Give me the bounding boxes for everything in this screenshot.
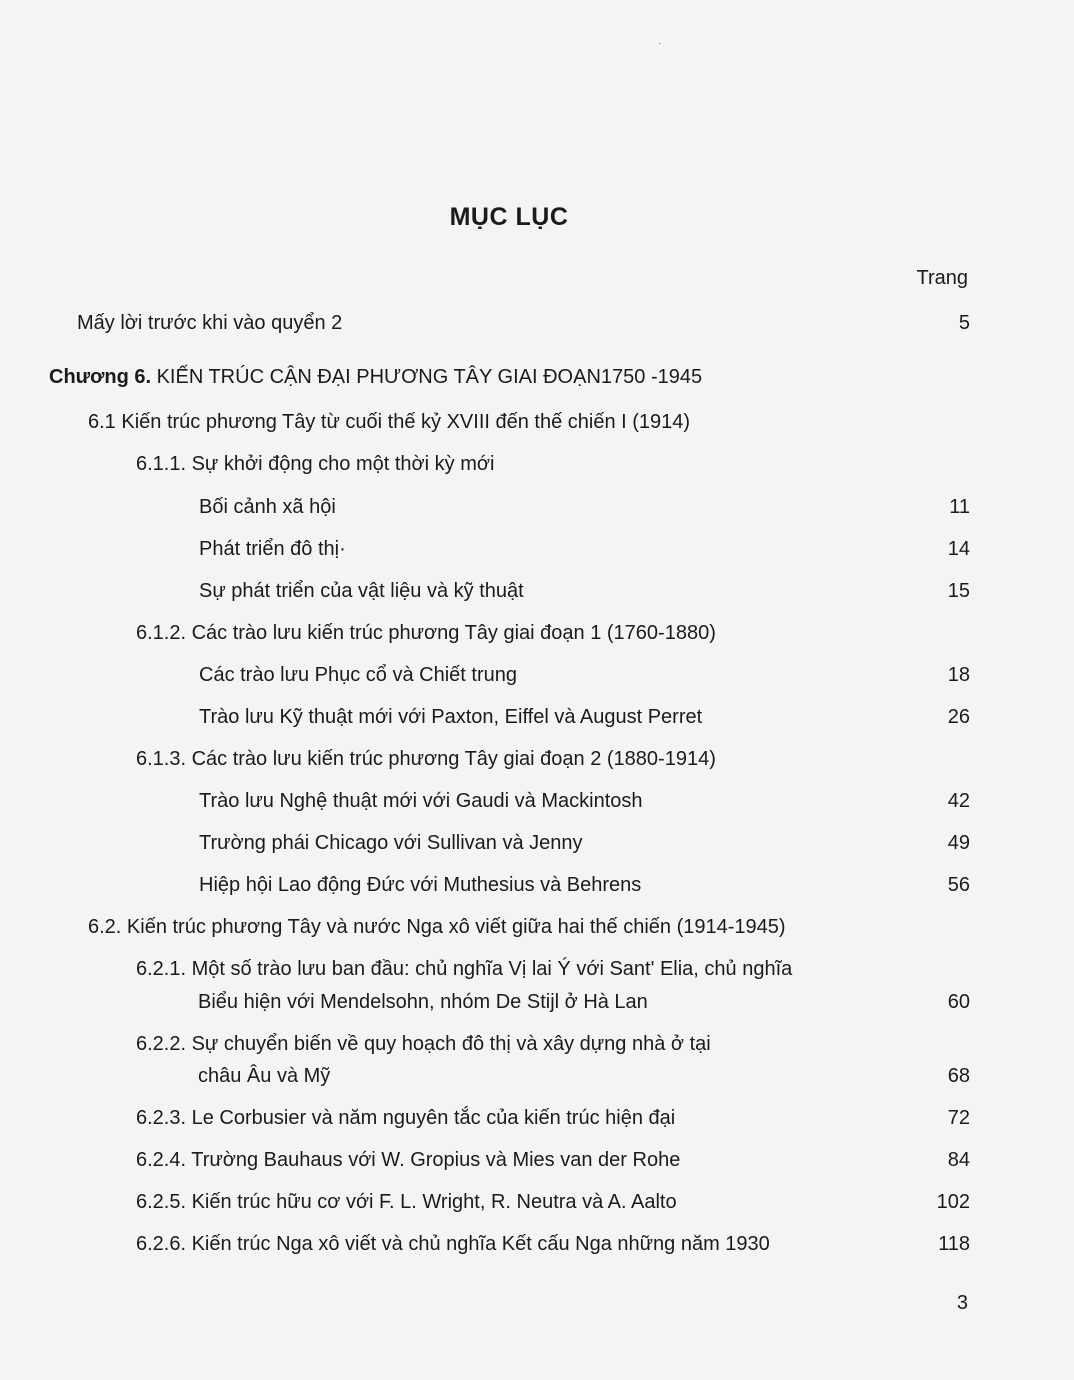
toc-entry-continuation: châu Âu và Mỹ [198,1065,331,1087]
toc-entry: Trường phái Chicago với Sullivan và Jenny [199,832,583,854]
toc-entry-page: 72 [947,1107,970,1129]
toc-entry-page: 84 [947,1149,970,1171]
toc-entry-page: 15 [947,580,970,602]
toc-entry-page: 18 [947,664,970,686]
subsection-6-1-1-title: 6.1.1. Sự khởi động cho một thời kỳ mới [136,453,495,475]
subsection-6-1-3-title: 6.1.3. Các trào lưu kiến trúc phương Tây giai đoạn 2 (1880-1914) [136,748,716,770]
toc-entry-page: 68 [947,1065,970,1087]
toc-entry: Trào lưu Nghệ thuật mới với Gaudi và Mackintosh [199,790,643,812]
section-6-1-title: 6.1 Kiến trúc phương Tây từ cuối thế kỷ XVIII đến thế chiến I (1914) [88,411,691,433]
toc-entry-page: 11 [949,496,970,518]
toc-entry-page: 14 [947,538,970,560]
toc-entry-continuation: Biểu hiện với Mendelsohn, nhóm De Stijl ở Hà Lan [198,991,648,1013]
toc-entry: Trào lưu Kỹ thuật mới với Paxton, Eiffel và August Perret [199,706,703,728]
toc-entry: 6.2.5. Kiến trúc hữu cơ với F. L. Wright, R. Neutra và A. Aalto [136,1191,677,1213]
chapter-label: Chương 6. [49,366,152,388]
subsection-6-1-2-title: 6.1.2. Các trào lưu kiến trúc phương Tây giai đoạn 1 (1760-1880) [136,622,716,644]
toc-entry-page: 42 [947,790,970,812]
toc-entry: Sự phát triển của vật liệu và kỹ thuật [199,580,524,602]
page-title: MỤC LỤC [449,203,569,231]
section-6-2-title: 6.2. Kiến trúc phương Tây và nước Nga xô viết giữa hai thế chiến (1914-1945) [88,916,786,938]
page-column-header: Trang [916,267,968,289]
toc-entry: Phát triển đô thị· [199,538,346,560]
toc-entry: 6.2.6. Kiến trúc Nga xô viết và chủ nghĩa Kết cấu Nga những năm 1930 [136,1233,770,1255]
toc-entry: Các trào lưu Phục cổ và Chiết trung [199,664,517,686]
page-number: 3 [956,1292,968,1314]
toc-entry-page: 26 [947,706,970,728]
toc-entry-page: 60 [947,991,970,1013]
chapter-title: KIẾN TRÚC CẬN ĐẠI PHƯƠNG TÂY GIAI ĐOẠN1750 -1945 [156,366,703,388]
preface-page: 5 [958,312,970,334]
toc-entry-page: 49 [947,832,970,854]
paper-speck: · [658,38,662,49]
toc-entry: 6.2.3. Le Corbusier và năm nguyên tắc của kiến trúc hiện đại [136,1107,676,1129]
chapter-heading [49,365,702,389]
toc-entry-page: 102 [936,1191,970,1213]
toc-entry-page: 56 [947,874,970,896]
toc-entry: Bối cảnh xã hội [199,496,336,518]
toc-entry: 6.2.1. Một số trào lưu ban đầu: chủ nghĩa Vị lai Ý với Sant' Elia, chủ nghĩa [136,958,793,980]
toc-entry-page: 118 [938,1233,970,1255]
toc-entry: 6.2.4. Trường Bauhaus với W. Gropius và Mies van der Rohe [136,1149,681,1171]
toc-entry: Hiệp hội Lao động Đức với Muthesius và Behrens [199,874,642,896]
toc-entry: 6.2.2. Sự chuyển biến về quy hoạch đô thị và xây dựng nhà ở tại [136,1033,711,1055]
preface-entry: Mấy lời trước khi vào quyển 2 [77,312,343,334]
